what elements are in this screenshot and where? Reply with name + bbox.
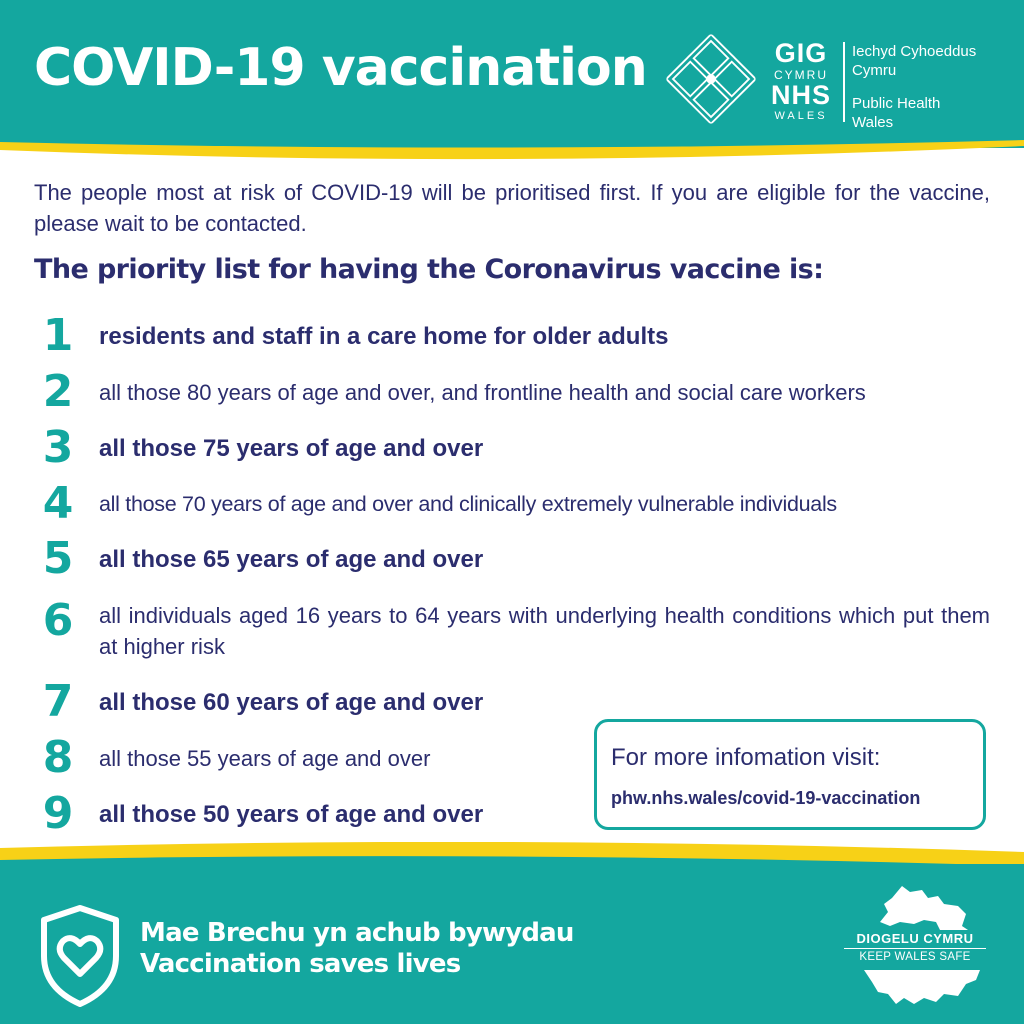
priority-text: all those 60 years of age and over xyxy=(99,689,484,716)
priority-text: residents and staff in a care home for older adults xyxy=(99,323,669,350)
logo-wales: WALES xyxy=(774,110,828,122)
org-name-welsh-2: Cymru xyxy=(852,62,897,79)
heart-shield-icon xyxy=(38,904,122,1008)
priority-number: 8 xyxy=(42,732,74,783)
organisation-name xyxy=(852,42,976,132)
org-name-welsh-1: Iechyd Cyhoeddus xyxy=(852,43,977,60)
logo-divider xyxy=(843,42,845,122)
priority-text: all those 80 years of age and over, and frontline health and social care workers xyxy=(99,380,866,405)
priority-number: 4 xyxy=(42,478,74,529)
slogan-welsh: Mae Brechu yn achub bywydau xyxy=(140,918,574,948)
priority-text: all those 55 years of age and over xyxy=(99,746,431,771)
priority-text: all those 50 years of age and over xyxy=(99,801,484,828)
org-name-english-1: Public Health xyxy=(852,95,941,112)
priority-list-heading: The priority list for having the Coronavirus vaccine is: xyxy=(34,254,824,285)
priority-number: 9 xyxy=(42,788,74,839)
logo-cymru: CYMRU xyxy=(774,68,828,82)
priority-text: all individuals aged 16 years to 64 years with underlying health conditions which put them at higher risk xyxy=(99,603,990,659)
info-url-link[interactable]: phw.nhs.wales/covid-19-vaccination xyxy=(611,788,921,808)
info-label: For more infomation visit: xyxy=(611,744,881,771)
org-name-english-2: Wales xyxy=(852,114,894,131)
priority-number: 6 xyxy=(42,595,74,646)
priority-number: 5 xyxy=(42,533,74,584)
badge-line-english: KEEP WALES SAFE xyxy=(859,951,971,963)
logo-nhs: NHS xyxy=(770,80,831,110)
info-box xyxy=(594,719,986,830)
priority-number: 2 xyxy=(42,366,74,417)
priority-number: 1 xyxy=(42,310,74,361)
nhs-wales-logo xyxy=(766,40,836,122)
celtic-knot-icon xyxy=(664,32,758,126)
priority-text: all those 75 years of age and over xyxy=(99,435,484,462)
logo-gig: GIG xyxy=(774,38,828,68)
intro-text: The people most at risk of COVID-19 will be prioritised first. If you are eligible for the vaccine, please wait to be contacted. xyxy=(34,180,990,236)
badge-line-welsh: DIOGELU CYMRU xyxy=(844,932,986,949)
page-title: COVID-19 vaccination xyxy=(34,38,647,98)
slogan-english: Vaccination saves lives xyxy=(140,949,461,979)
header-banner xyxy=(0,0,1024,148)
keep-wales-safe-badge xyxy=(844,932,986,964)
priority-text: all those 65 years of age and over xyxy=(99,546,484,573)
footer-slogan xyxy=(140,918,574,980)
priority-number: 7 xyxy=(42,676,74,727)
priority-text: all those 70 years of age and over and clinically extremely vulnerable individuals xyxy=(99,492,837,516)
priority-number: 3 xyxy=(42,422,74,473)
header-wave-stripe xyxy=(0,140,1024,166)
